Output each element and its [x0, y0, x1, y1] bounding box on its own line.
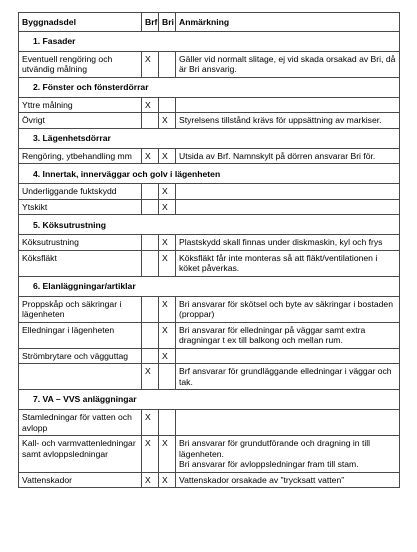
- brf-mark: [142, 113, 159, 128]
- brf-mark: [142, 235, 159, 250]
- table-row: [19, 472, 400, 487]
- note-cell: Vattenskador orsakade av ”trycksatt vatten”: [176, 472, 400, 487]
- section-row: [19, 128, 400, 148]
- bri-mark: [159, 52, 176, 78]
- part-cell: Kall- och varmvattenledningar samt avloppsledningar: [19, 436, 142, 472]
- header-bri: Bri: [159, 13, 176, 32]
- bri-mark: X: [159, 250, 176, 276]
- section-row: [19, 390, 400, 410]
- bri-mark: X: [159, 148, 176, 163]
- brf-mark: X: [142, 364, 159, 390]
- note-cell: Gäller vid normalt slitage, ej vid skada orsakad av Bri, då är Bri ansvarig.: [176, 52, 400, 78]
- section-title: 1. Fasader: [19, 32, 400, 52]
- table-row: [19, 296, 400, 322]
- note-cell: Bri ansvarar för grundutförande och dragning in till lägenheten. Bri ansvarar för avloppsledningar fram till stam.: [176, 436, 400, 472]
- section-title: 5. Köksutrustning: [19, 215, 400, 235]
- header-row: [19, 13, 400, 32]
- table-row: [19, 113, 400, 128]
- bri-mark: X: [159, 199, 176, 214]
- bri-mark: X: [159, 296, 176, 322]
- brf-mark: X: [142, 52, 159, 78]
- note-cell: Plastskydd skall finnas under diskmaskin, kyl och frys: [176, 235, 400, 250]
- note-cell: Köksfläkt får inte monteras så att fläkt/ventilationen i köket påverkas.: [176, 250, 400, 276]
- section-row: [19, 32, 400, 52]
- bri-mark: [159, 364, 176, 390]
- section-title: 2. Fönster och fönsterdörrar: [19, 77, 400, 97]
- table-row: [19, 436, 400, 472]
- section-row: [19, 77, 400, 97]
- header-brf: Brf: [142, 13, 159, 32]
- brf-mark: [142, 348, 159, 363]
- bri-mark: X: [159, 322, 176, 348]
- part-cell: Stamledningar för vatten och avlopp: [19, 410, 142, 436]
- section-title: 3. Lägenhetsdörrar: [19, 128, 400, 148]
- table-row: [19, 348, 400, 363]
- part-cell: Vattenskador: [19, 472, 142, 487]
- bri-mark: X: [159, 472, 176, 487]
- table-row: [19, 97, 400, 112]
- part-cell: [19, 364, 142, 390]
- brf-mark: X: [142, 410, 159, 436]
- brf-mark: [142, 296, 159, 322]
- section-row: [19, 164, 400, 184]
- header-part: Byggnadsdel: [19, 13, 142, 32]
- note-cell: Bri ansvarar för skötsel och byte av säkringar i bostaden (proppar): [176, 296, 400, 322]
- bri-mark: X: [159, 436, 176, 472]
- part-cell: Yttre målning: [19, 97, 142, 112]
- note-cell: [176, 199, 400, 214]
- note-cell: [176, 97, 400, 112]
- bri-mark: X: [159, 113, 176, 128]
- note-cell: Styrelsens tillstånd krävs för uppsättning av markiser.: [176, 113, 400, 128]
- brf-mark: [142, 199, 159, 214]
- table-row: [19, 235, 400, 250]
- section-row: [19, 215, 400, 235]
- brf-mark: [142, 250, 159, 276]
- table-row: [19, 364, 400, 390]
- part-cell: Eventuell rengöring och utvändig målning: [19, 52, 142, 78]
- bri-mark: [159, 410, 176, 436]
- part-cell: Rengöring, ytbehandling mm: [19, 148, 142, 163]
- part-cell: Ytskikt: [19, 199, 142, 214]
- note-cell: Utsida av Brf. Namnskylt på dörren ansvarar Bri för.: [176, 148, 400, 163]
- brf-mark: [142, 184, 159, 199]
- table-row: [19, 52, 400, 78]
- part-cell: Elledningar i lägenheten: [19, 322, 142, 348]
- note-cell: Bri ansvarar för elledningar på väggar samt extra dragningar t ex till balkong och mellan rum.: [176, 322, 400, 348]
- part-cell: Underliggande fuktskydd: [19, 184, 142, 199]
- brf-mark: [142, 322, 159, 348]
- section-title: 6. Elanläggningar/artiklar: [19, 276, 400, 296]
- note-cell: Brf ansvarar för grundläggande elledningar i väggar och tak.: [176, 364, 400, 390]
- bri-mark: X: [159, 235, 176, 250]
- note-cell: [176, 348, 400, 363]
- table-row: [19, 410, 400, 436]
- brf-mark: X: [142, 148, 159, 163]
- table-body: [19, 32, 400, 488]
- header-note: Anmärkning: [176, 13, 400, 32]
- part-cell: Strömbrytare och vägguttag: [19, 348, 142, 363]
- part-cell: Köksfläkt: [19, 250, 142, 276]
- part-cell: Proppskåp och säkringar i lägenheten: [19, 296, 142, 322]
- bri-mark: X: [159, 348, 176, 363]
- brf-mark: X: [142, 436, 159, 472]
- table-row: [19, 184, 400, 199]
- note-cell: [176, 184, 400, 199]
- brf-mark: X: [142, 97, 159, 112]
- table-row: [19, 322, 400, 348]
- section-title: 4. Innertak, innerväggar och golv i lägenheten: [19, 164, 400, 184]
- section-title: 7. VA – VVS anläggningar: [19, 390, 400, 410]
- responsibility-table: [18, 12, 400, 488]
- table-row: [19, 199, 400, 214]
- part-cell: Övrigt: [19, 113, 142, 128]
- bri-mark: X: [159, 184, 176, 199]
- table-row: [19, 148, 400, 163]
- bri-mark: [159, 97, 176, 112]
- part-cell: Köksutrustning: [19, 235, 142, 250]
- brf-mark: X: [142, 472, 159, 487]
- section-row: [19, 276, 400, 296]
- note-cell: [176, 410, 400, 436]
- table-row: [19, 250, 400, 276]
